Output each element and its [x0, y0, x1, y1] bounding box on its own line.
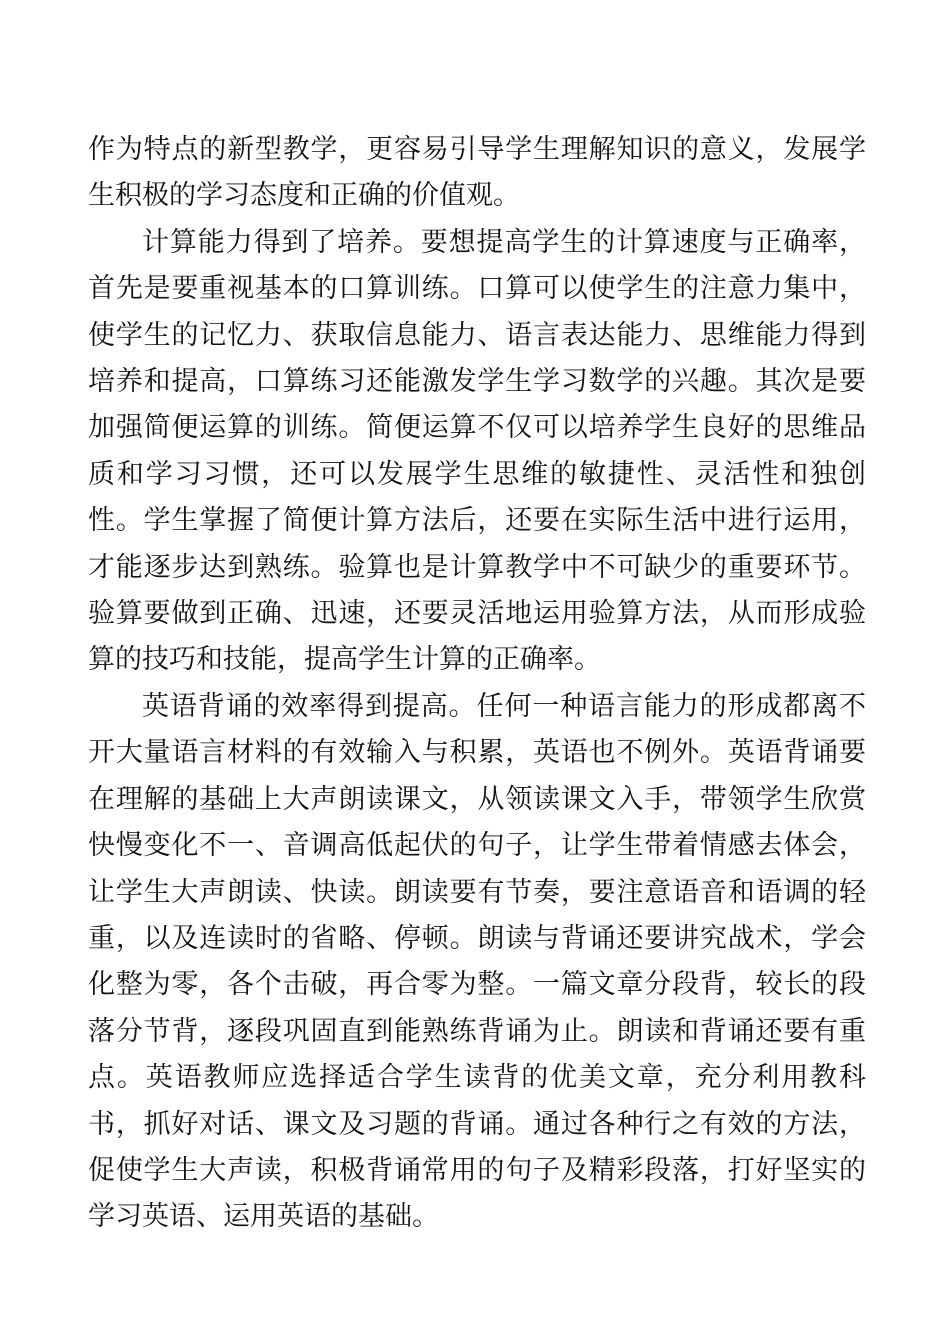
body-text	[88, 127, 866, 1241]
paragraph-continuation: 作为特点的新型教学，更容易引导学生理解知识的意义，发展学生积极的学习态度和正确的价值观。	[88, 134, 866, 212]
paragraph-english-recitation: 英语背诵的效率得到提高。任何一种语言能力的形成都离不开大量语言材料的有效输入与积累，英语也不例外。英语背诵要在理解的基础上大声朗读课文，从领读课文入手，带领学生欣赏快慢变化不一、音调高低起伏的句子，让学生带着情感去体会，让学生大声朗读、快读。朗读要有节奏，要注意语音和语调的轻重，以及连读时的省略、停顿。朗读与背诵还要讲究战术，学会化整为零，各个击破，再合零为整。一篇文章分段背，较长的段落分节背，逐段巩固直到能熟练背诵为止。朗读和背诵还要有重点。英语教师应选择适合学生读背的优美文章，充分利用教科书，抓好对话、课文及习题的背诵。通过各种行之有效的方法，促使学生大声读，积极背诵常用的句子及精彩段落，打好坚实的学习英语、运用英语的基础。	[88, 690, 866, 1233]
paragraph-calculation-ability: 计算能力得到了培养。要想提高学生的计算速度与正确率，首先是要重视基本的口算训练。口算可以使学生的注意力集中，使学生的记忆力、获取信息能力、语言表达能力、思维能力得到培养和提高，口算练习还能激发学生学习数学的兴趣。其次是要加强简便运算的训练。简便运算不仅可以培养学生良好的思维品质和学习习惯，还可以发展学生思维的敏捷性、灵活性和独创性。学生掌握了简便计算方法后，还要在实际生活中进行运用，才能逐步达到熟练。验算也是计算教学中不可缺少的重要环节。验算要做到正确、迅速，还要灵活地运用验算方法，从而形成验算的技巧和技能，提高学生计算的正确率。	[88, 226, 866, 676]
